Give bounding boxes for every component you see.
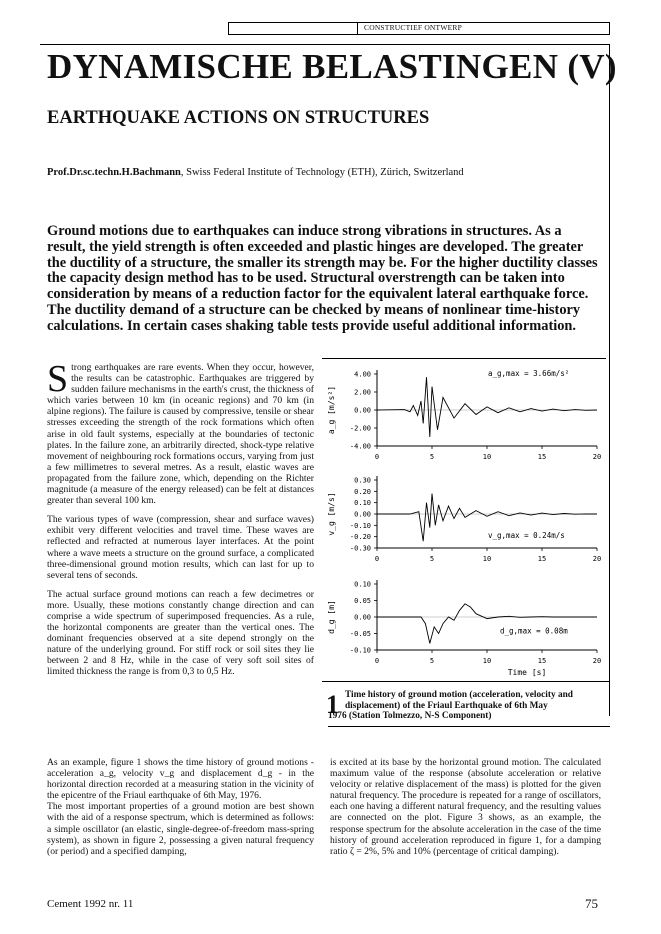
y-tick-label: -2.00 bbox=[349, 424, 371, 433]
journal-footer: Cement 1992 nr. 11 bbox=[47, 898, 134, 910]
article-subtitle: EARTHQUAKE ACTIONS ON STRUCTURES bbox=[47, 108, 430, 128]
x-tick-label: 5 bbox=[429, 453, 435, 461]
abstract: Ground motions due to earthquakes can induce strong vibrations in structures. As a result, the yield strength is often exceeded and plastic hinges are developed. The greater the ductility of a structure, the smaller its strength may be. For the higher ductility classes the capacity design method has to be used. Structural overstrength can be taken into consideration by means of a reduction factor for the equivalent lateral earthquake force. The ductility demand of a structure can be checked by means of nonlinear time-history calculations. In certain cases shaking table tests provide useful additional information. bbox=[47, 223, 598, 334]
y-tick-label: 0.00 bbox=[354, 406, 371, 415]
paragraph-waves: The various types of wave (compression, shear and surface waves) exhibit very different velocities and travel time. These waves are reflected and refracted at numerous layer interfaces. At the point where a wave meets a structure on the ground surface, a complicated three-dimensional ground motion results, which can last for up to several tens of seconds. bbox=[47, 514, 314, 581]
y-axis-label: a_g [m/s²] bbox=[327, 385, 336, 435]
right-rule bbox=[609, 44, 610, 716]
peak-annotation: d_g,max = 0.08m bbox=[500, 626, 568, 636]
body-column-bottom-left bbox=[47, 757, 314, 857]
y-tick-label: 0.10 bbox=[354, 580, 371, 589]
x-axis-label: Time [s] bbox=[507, 668, 547, 677]
x-tick-label: 10 bbox=[482, 555, 492, 563]
y-tick-label: -0.10 bbox=[349, 646, 371, 655]
paragraph-surface-motion: The actual surface ground motions can reach a few decimetres or more. Usually, these motions constantly change direction and can comprise a wide spectrum of superimposed frequencies. As a rule, the horizontal components are greater than the vertical ones. The dominant frequencies observed at a site depend strongly on the nature of the underlying ground. For stiff rock or soil sites they lie between 2 and 8 Hz, while in the case of very soft soil sites of limited thickness the range is from 0,3 to 0,5 Hz. bbox=[47, 588, 314, 678]
top-rule bbox=[40, 44, 610, 45]
body-column-left bbox=[47, 358, 314, 686]
x-tick-label: 20 bbox=[592, 555, 602, 563]
author-name: Prof.Dr.sc.techn.H.Bachmann bbox=[47, 167, 181, 178]
y-tick-label: 0.10 bbox=[354, 499, 371, 508]
section-label: CONSTRUCTIEF ONTWERP bbox=[364, 23, 462, 32]
drop-cap: S bbox=[47, 358, 69, 400]
figure-caption: Time history of ground motion (acceleration, velocity and displacement) of the Friaul Earthquake of 6th May bbox=[345, 690, 573, 711]
figure-1-charts bbox=[322, 362, 609, 680]
y-tick-label: -0.05 bbox=[349, 630, 371, 638]
x-tick-label: 10 bbox=[482, 453, 492, 461]
x-tick-label: 15 bbox=[537, 555, 547, 563]
figure-caption-line3: 1976 (Station Tolmezzo, N-S Component) bbox=[328, 711, 492, 721]
x-tick-label: 5 bbox=[429, 555, 435, 563]
series-line bbox=[377, 604, 597, 644]
x-tick-label: 5 bbox=[429, 657, 435, 665]
y-tick-label: -0.20 bbox=[349, 533, 371, 542]
caption-rule bbox=[322, 681, 609, 682]
y-axis-label: v_g [m/s] bbox=[327, 492, 336, 536]
y-tick-label: -0.10 bbox=[349, 521, 371, 530]
x-tick-label: 15 bbox=[537, 453, 547, 461]
y-tick-label: 0.30 bbox=[354, 476, 371, 485]
x-tick-label: 0 bbox=[374, 657, 380, 665]
peak-annotation: v_g,max = 0.24m/s bbox=[488, 531, 565, 540]
section-header-divider bbox=[357, 22, 358, 34]
series-line bbox=[377, 377, 597, 437]
article-title: DYNAMISCHE BELASTINGEN (V) bbox=[47, 47, 617, 86]
x-tick-label: 0 bbox=[374, 555, 380, 563]
paragraph-response-spectrum: The most important properties of a ground motion are best shown with the aid of a response spectrum, which is determined as follows: a simple oscillator (an elastic, single-degree-of-freedom mass-spring system), as shown in figure 2, possessing a given natural frequency (or period) and a specified damping, bbox=[47, 801, 314, 857]
y-tick-label: -0.30 bbox=[349, 544, 371, 553]
paragraph-intro bbox=[47, 358, 314, 507]
paragraph-procedure: is excited at its base by the horizontal ground motion. The calculated maximum value of the response (absolute acceleration or relative velocity or relative displacement of the mass) is plotted for the given natural frequency. The procedure is repeated for a range of oscillators, each one having a different natural frequency, and the resulting values are connected on the plot. Figure 3 shows, as an example, the response spectrum for the absolute acceleration in the case of the time history of ground acceleration reproduced in figure 1, for a damping ratio ζ = 2%, 5% and 10% (percentage of critical damping). bbox=[330, 757, 601, 857]
x-tick-label: 15 bbox=[537, 657, 547, 665]
paragraph-figure-ref: As an example, figure 1 shows the time history of ground motions - acceleration a_g, velocity v_g and displacement d_g - in the horizontal direction recorded at a measuring station in the vicinity of the epicentre of the Friaul earthquake of 6th May, 1976. bbox=[47, 757, 314, 802]
peak-annotation: a_g,max = 3.66m/s² bbox=[488, 369, 570, 378]
figure-number: 1 bbox=[326, 690, 339, 719]
x-tick-label: 0 bbox=[374, 453, 380, 461]
y-tick-label: 4.00 bbox=[354, 370, 371, 379]
caption-bottom-rule bbox=[328, 726, 610, 727]
page-number: 75 bbox=[585, 896, 598, 911]
y-tick-label: 0.20 bbox=[354, 487, 371, 496]
y-tick-label: 0.00 bbox=[354, 510, 371, 519]
y-tick-label: 0.05 bbox=[354, 597, 371, 605]
y-tick-label: -4.00 bbox=[349, 442, 371, 451]
body-column-bottom-right bbox=[330, 757, 601, 857]
paragraph-intro-text: trong earthquakes are rare events. When they occur, however, the results can be catastrophic. Earthquakes are triggered by sudden failure mechanisms in the earth's crust, the thickness of which varies between 10 km (in oceanic regions) and 70 km (in alpine regions). The failure is caused by compressive, tensile or shear stresses exceeding the strength of the rock formations which often arise in old fault systems, especially at the boundaries of tectonic plates. In the failure zone, an arbitrarily directed, shock-type relative movement of neighbouring rock formations occurs, varying from just a few millimetres to several metres. As a result, elastic waves are propagated from the failure zone, which, depending on the Richter magnitude (a measure of the energy released) can be felt at distances greater than several 100 km. bbox=[47, 362, 314, 507]
y-tick-label: 2.00 bbox=[354, 388, 371, 397]
author-affiliation: , Swiss Federal Institute of Technology (ETH), Zürich, Switzerland bbox=[180, 167, 464, 178]
y-tick-label: 0.00 bbox=[354, 613, 371, 622]
x-tick-label: 20 bbox=[592, 453, 602, 461]
x-tick-label: 10 bbox=[482, 657, 492, 665]
y-axis-label: d_g [m] bbox=[327, 600, 336, 634]
x-tick-label: 20 bbox=[592, 657, 602, 665]
author-line bbox=[47, 167, 464, 178]
